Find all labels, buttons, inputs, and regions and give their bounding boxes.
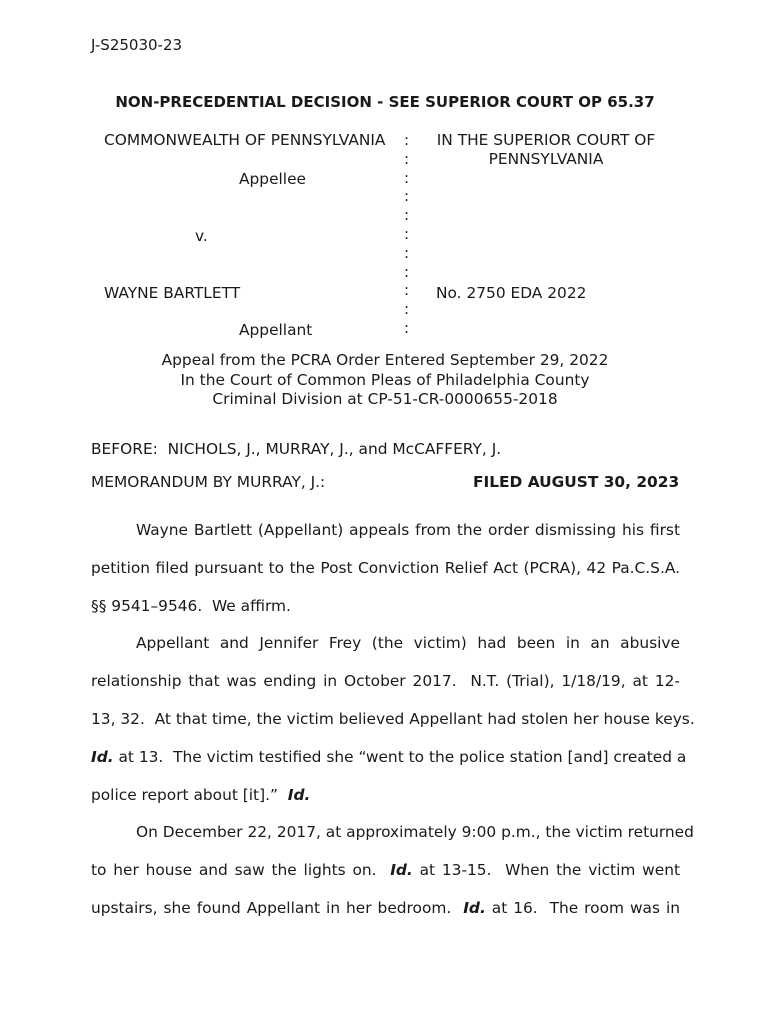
plaintiff-name: COMMONWEALTH OF PENNSYLVANIA [104,131,386,149]
panel-judges: BEFORE: NICHOLS, J., MURRAY, J., and McCAFFERY, J. [91,440,502,458]
citation-id: Id. [390,861,413,880]
defendant-role: Appellant [239,321,313,339]
opinion-body [91,512,695,928]
body-line [91,777,680,815]
appeal-line-3: Criminal Division at CP-51-CR-0000655-2018 [212,390,558,409]
court-name-line1: IN THE SUPERIOR COURT OF [436,131,656,149]
body-line: Appellant and Jennifer Frey (the victim) had been in an abusive [136,634,680,653]
body-text-segment: to her house and saw the lights on. [91,861,391,880]
body-line: On December 22, 2017, at approximately 9:00 p.m., the victim returned [136,823,694,842]
citation-id: Id. [287,785,311,804]
body-text-segment: at 13. The victim testified she “went to the police station [and] created a [113,747,687,766]
plaintiff-role: Appellee [239,170,307,188]
versus: v. [195,227,208,245]
body-line [91,852,680,890]
body-line: §§ 9541–9546. We affirm. [91,596,291,615]
body-line: 13, 32. At that time, the victim believed Appellant had stolen her house keys. [91,709,695,728]
body-line: relationship that was ending in October 2017. N.T. (Trial), 1/18/19, at 12- [91,672,680,691]
memorandum-author: MEMORANDUM BY MURRAY, J.: [91,473,326,491]
appeal-line-2: In the Court of Common Pleas of Philadelphia County [180,370,590,389]
appeal-line-1: Appeal from the PCRA Order Entered September 29, 2022 [161,351,609,369]
docket-number: No. 2750 EDA 2022 [436,284,587,302]
body-text-segment: at 16. The room was in [485,898,680,917]
body-line: petition filed pursuant to the Post Conviction Relief Act (PCRA), 42 Pa.C.S.A. [91,558,680,577]
court-name-line2: PENNSYLVANIA [488,150,604,168]
case-caption [0,131,770,343]
docket-reference: J-S25030-23 [91,36,183,54]
appeal-description [0,351,770,410]
body-line: Wayne Bartlett (Appellant) appeals from the order dismissing his first [136,521,680,539]
citation-id: Id. [463,898,486,917]
body-line [91,890,680,928]
body-text-segment: upstairs, she found Appellant in her bedroom. [91,898,464,917]
defendant-name: WAYNE BARTLETT [104,284,241,302]
body-text-segment: at 13-15. When the victim went [412,861,681,880]
filed-date: FILED AUGUST 30, 2023 [473,473,680,491]
caption-colon-column: : : : : : : : : : : : [404,131,410,337]
non-precedential-notice: NON-PRECEDENTIAL DECISION - SEE SUPERIOR COURT OP 65.37 [115,93,655,111]
body-text-segment: police report about [it].” [91,785,288,804]
body-line [91,739,687,777]
citation-id: Id. [91,747,114,766]
